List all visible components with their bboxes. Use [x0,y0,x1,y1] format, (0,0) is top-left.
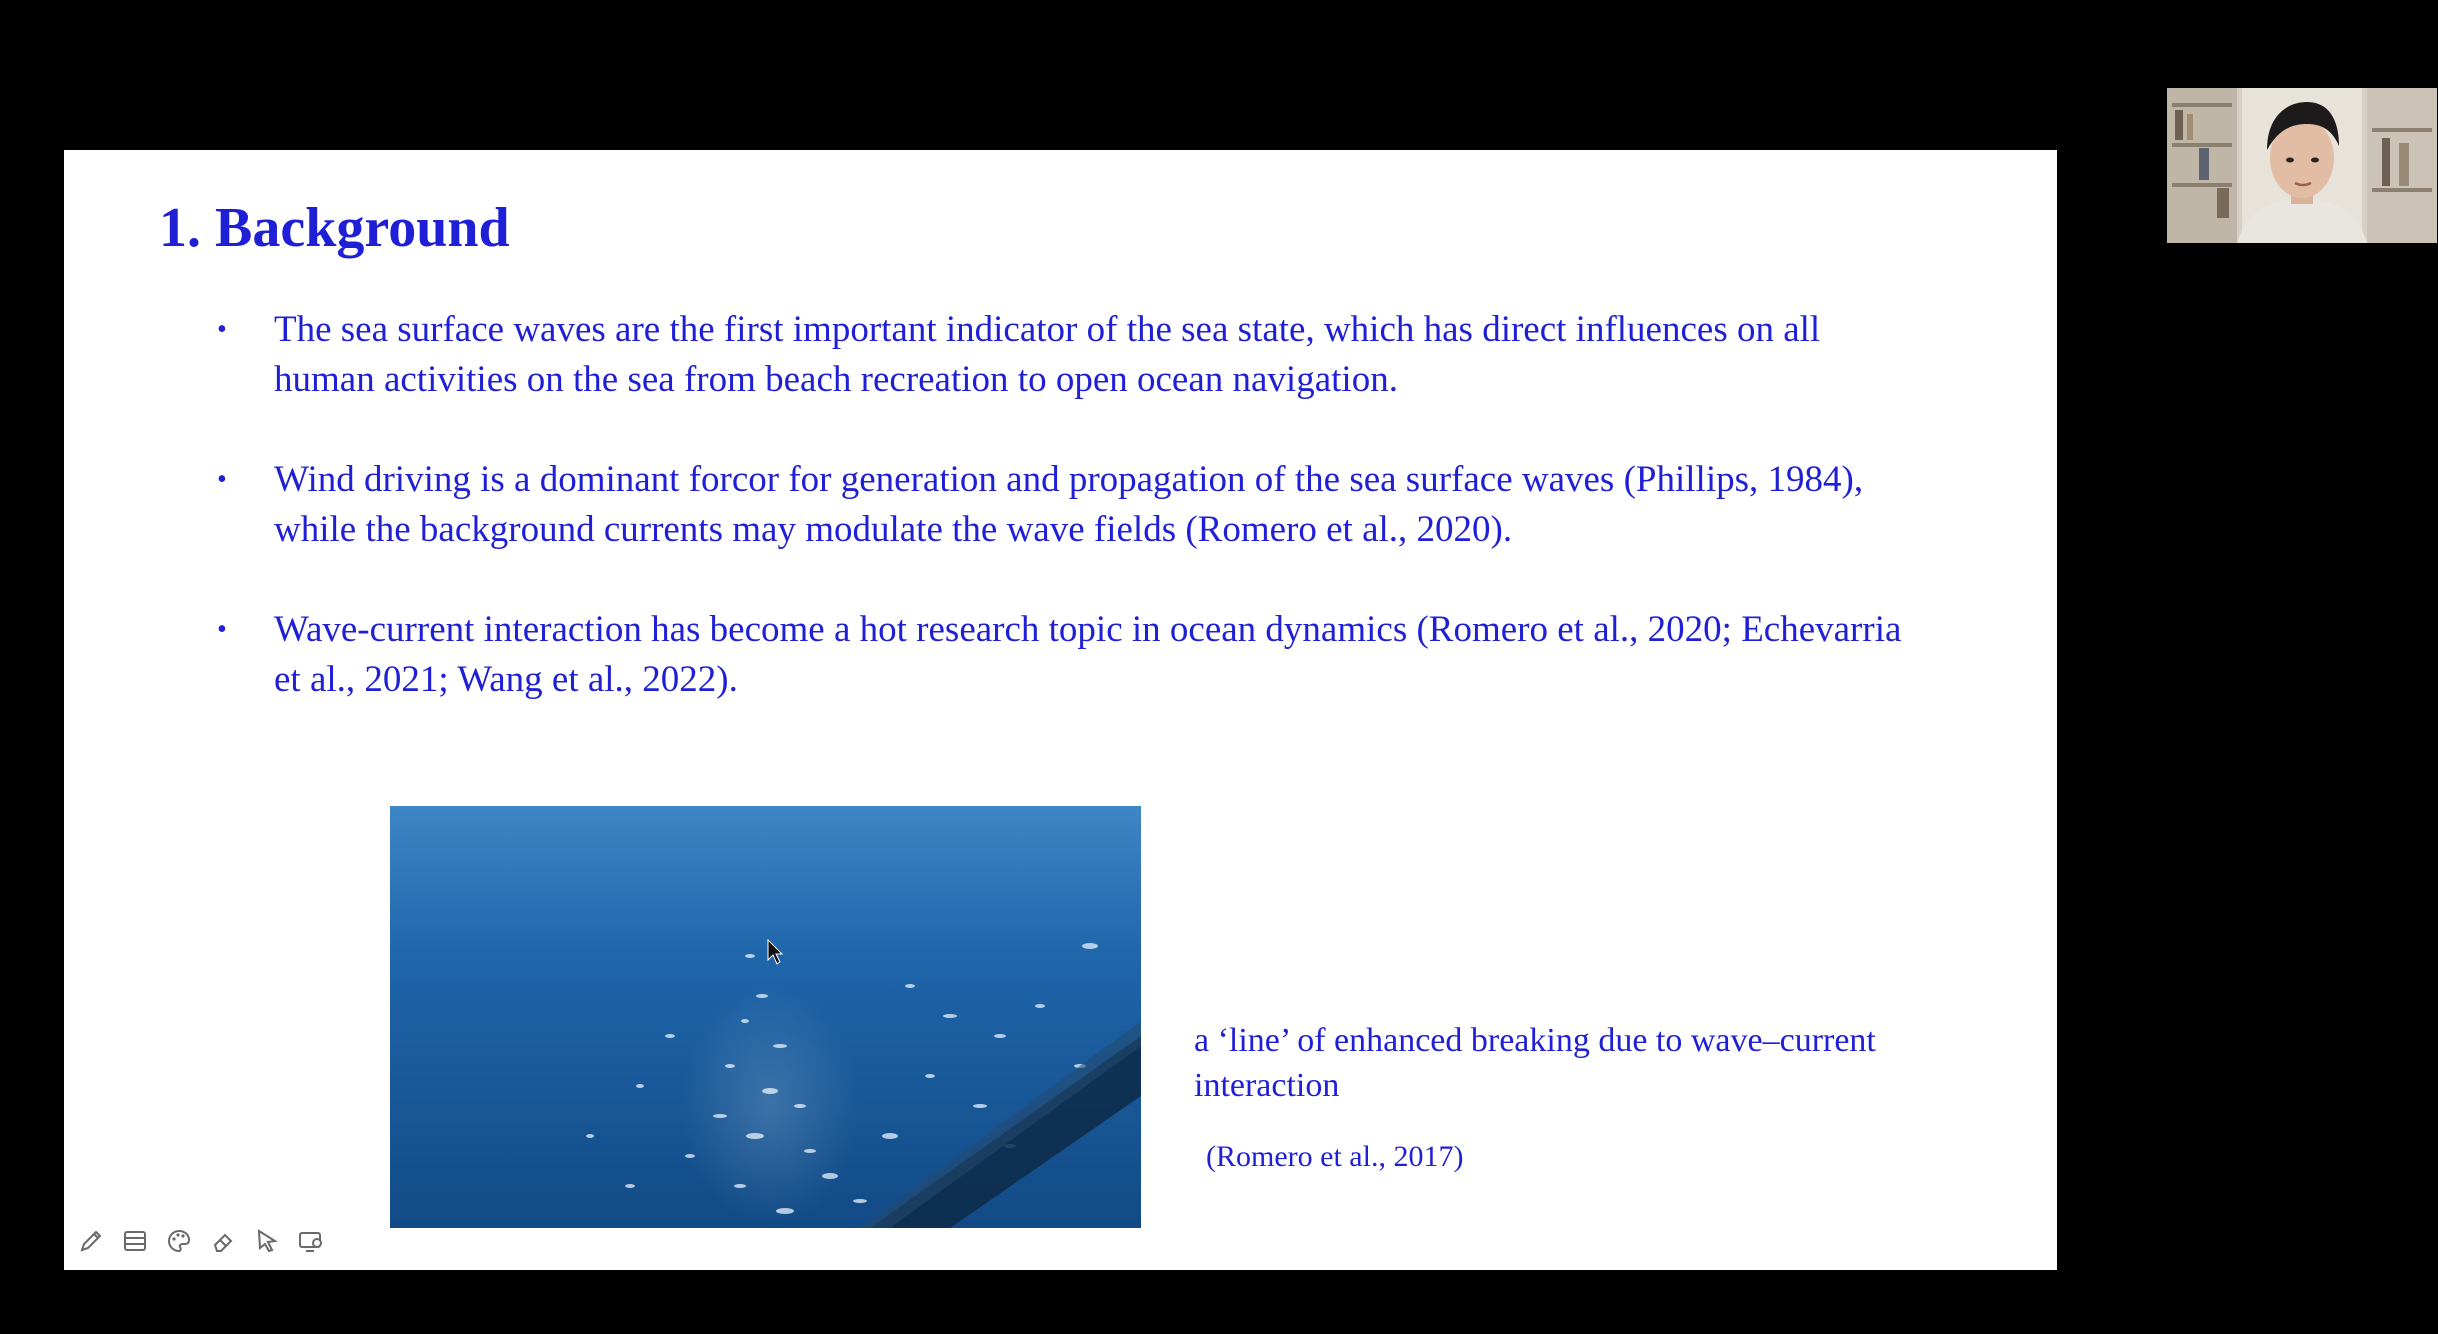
bullet-list [217,305,1917,705]
bullet-text: Wave-current interaction has become a hot research topic in ocean dynamics (Romero et al., 2020; Echevarria et al., 2021; Wang et al., 2022). [274,609,1902,700]
slide-title: 1. Background [159,197,510,259]
webcam-video-feed [2167,88,2437,243]
bullet-item [217,605,1917,705]
bullet-marker: • [217,614,227,645]
bullet-text: Wind driving is a dominant forcor for generation and propagation of the sea surface waves (Phillips, 1984), while the background currents may modulate the wave fields (Romero et al., 2020). [274,459,1864,550]
screen-icon[interactable] [296,1226,326,1256]
webcam-image [2167,88,2437,243]
slide [64,150,2057,1270]
bullet-marker: • [217,464,227,495]
bullet-item [217,455,1917,555]
bullet-item [217,305,1917,405]
photo-caption: a ‘line’ of enhanced breaking due to wave–current interaction [1194,1022,1876,1104]
pointer-icon[interactable] [252,1226,282,1256]
ocean-photo-image [390,806,1141,1228]
bullet-marker: • [217,314,227,345]
layout-icon[interactable] [120,1226,150,1256]
photo-citation: (Romero et al., 2017) [1206,1140,1464,1173]
ocean-photo [390,806,1141,1228]
eraser-icon[interactable] [208,1226,238,1256]
bullet-text: The sea surface waves are the first important indicator of the sea state, which has direct influences on all human activities on the sea from beach recreation to open ocean navigation. [274,309,1821,400]
annotation-toolbar [76,1226,326,1256]
pen-icon[interactable] [76,1226,106,1256]
palette-icon[interactable] [164,1226,194,1256]
